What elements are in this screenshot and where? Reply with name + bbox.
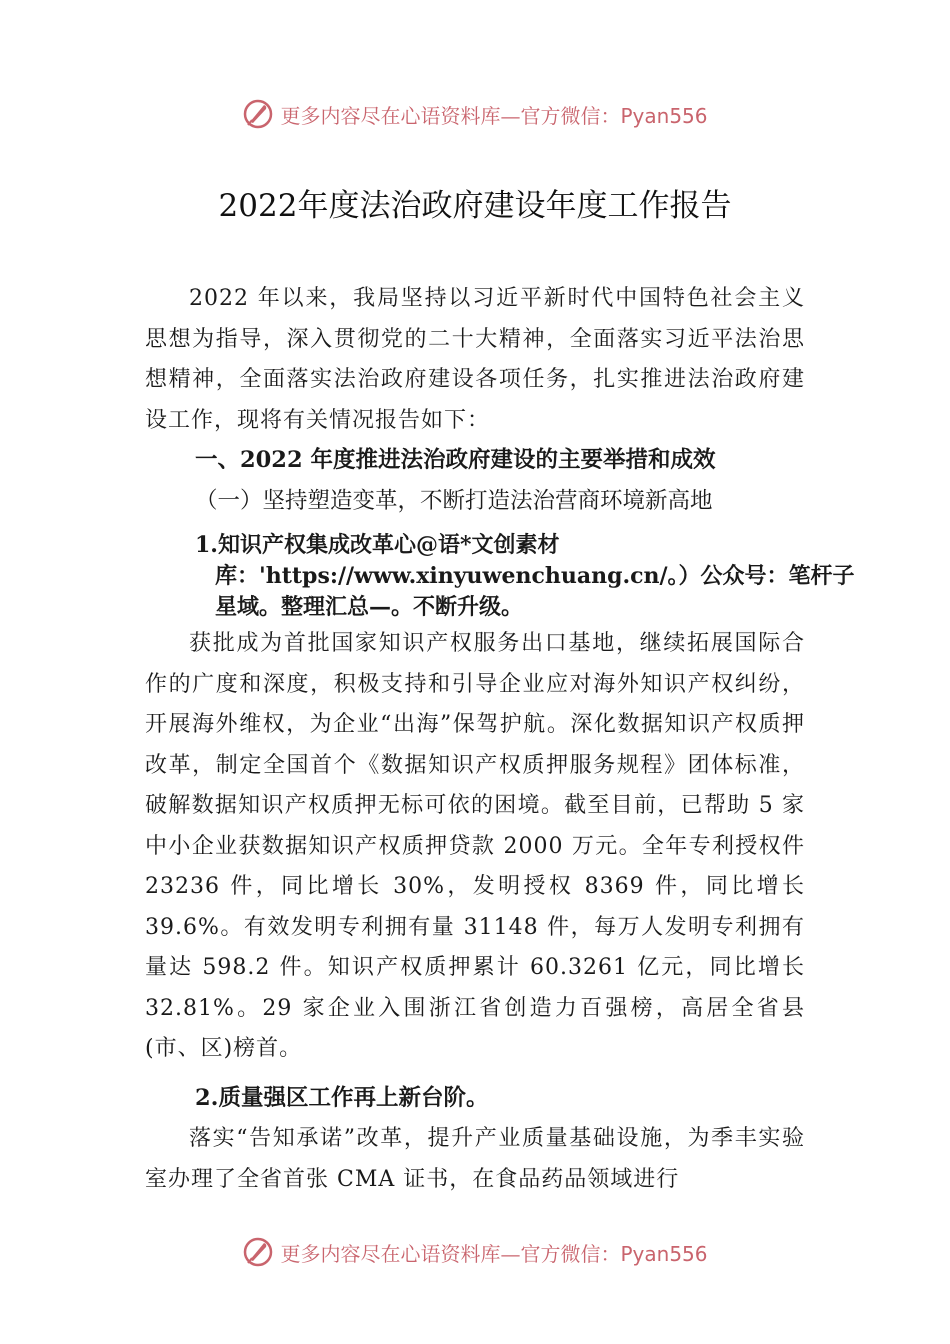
- footer-banner: [0, 1232, 950, 1272]
- item-heading-2: 2.质量强区工作再上新台阶。: [195, 1085, 489, 1111]
- item-body-2: 落实“告知承诺”改革，提升产业质量基础设施，为季丰实验室办理了全省首张 CMA 证书，在食品药品领域进行: [145, 1126, 805, 1192]
- item-body-1: 获批成为首批国家知识产权服务出口基地，继续拓展国际合作的广度和深度，积极支持和引导企业应对海外知识产权纠纷，开展海外维权，为企业“出海”保驾护航。深化数据知识产权质押改革，制定全国首个《数据知识产权质押服务规程》团体标准，破解数据知识产权质押无标可依的困境。截至目前，已帮助 5 家中小企业获数据知识产权质押贷款 2000 万元。全年专利授权件 23236 件，同比增长 30%，发明授权 8369 件，同比增长 39.6%。有效发明专利拥有量 31148 件，每万人发明专利拥有量达 598.2 件。知识产权质押累计 60.3261 亿元，同比增长 32.81%。29 家企业入围浙江省创造力百强榜，高居全省县(市、区)榜首。: [145, 631, 805, 1061]
- item-heading-1: 1.知识产权集成改革心@语*文创素材库：'https://www.xinyuwenchuang.cn/。）公众号：笔杆子星域。整理汇总—。不断升级。: [195, 532, 855, 620]
- section-heading: 一、2022 年度推进法治政府建设的主要举措和成效: [195, 447, 716, 473]
- wechat-id: Pyan556: [620, 103, 708, 128]
- intro-paragraph: 2022 年以来，我局坚持以习近平新时代中国特色社会主义思想为指导，深入贯彻党的二十大精神，全面落实习近平法治思想精神，全面落实法治政府建设各项任务，扎实推进法治政府建设工作，现将有关情况报告如下：: [145, 286, 805, 433]
- document-title: 2022年度法治政府建设年度工作报告: [218, 188, 732, 224]
- quill-pen-icon: [242, 98, 274, 130]
- quill-pen-icon: [242, 1236, 274, 1268]
- banner-text: 更多内容尽在心语资料库—官方微信：: [280, 1241, 621, 1266]
- subsection-heading: （一）坚持塑造变革，不断打造法治营商环境新高地: [195, 488, 713, 514]
- banner-text: 更多内容尽在心语资料库—官方微信：: [280, 103, 621, 128]
- wechat-id: Pyan556: [620, 1241, 708, 1266]
- header-banner: [0, 94, 950, 134]
